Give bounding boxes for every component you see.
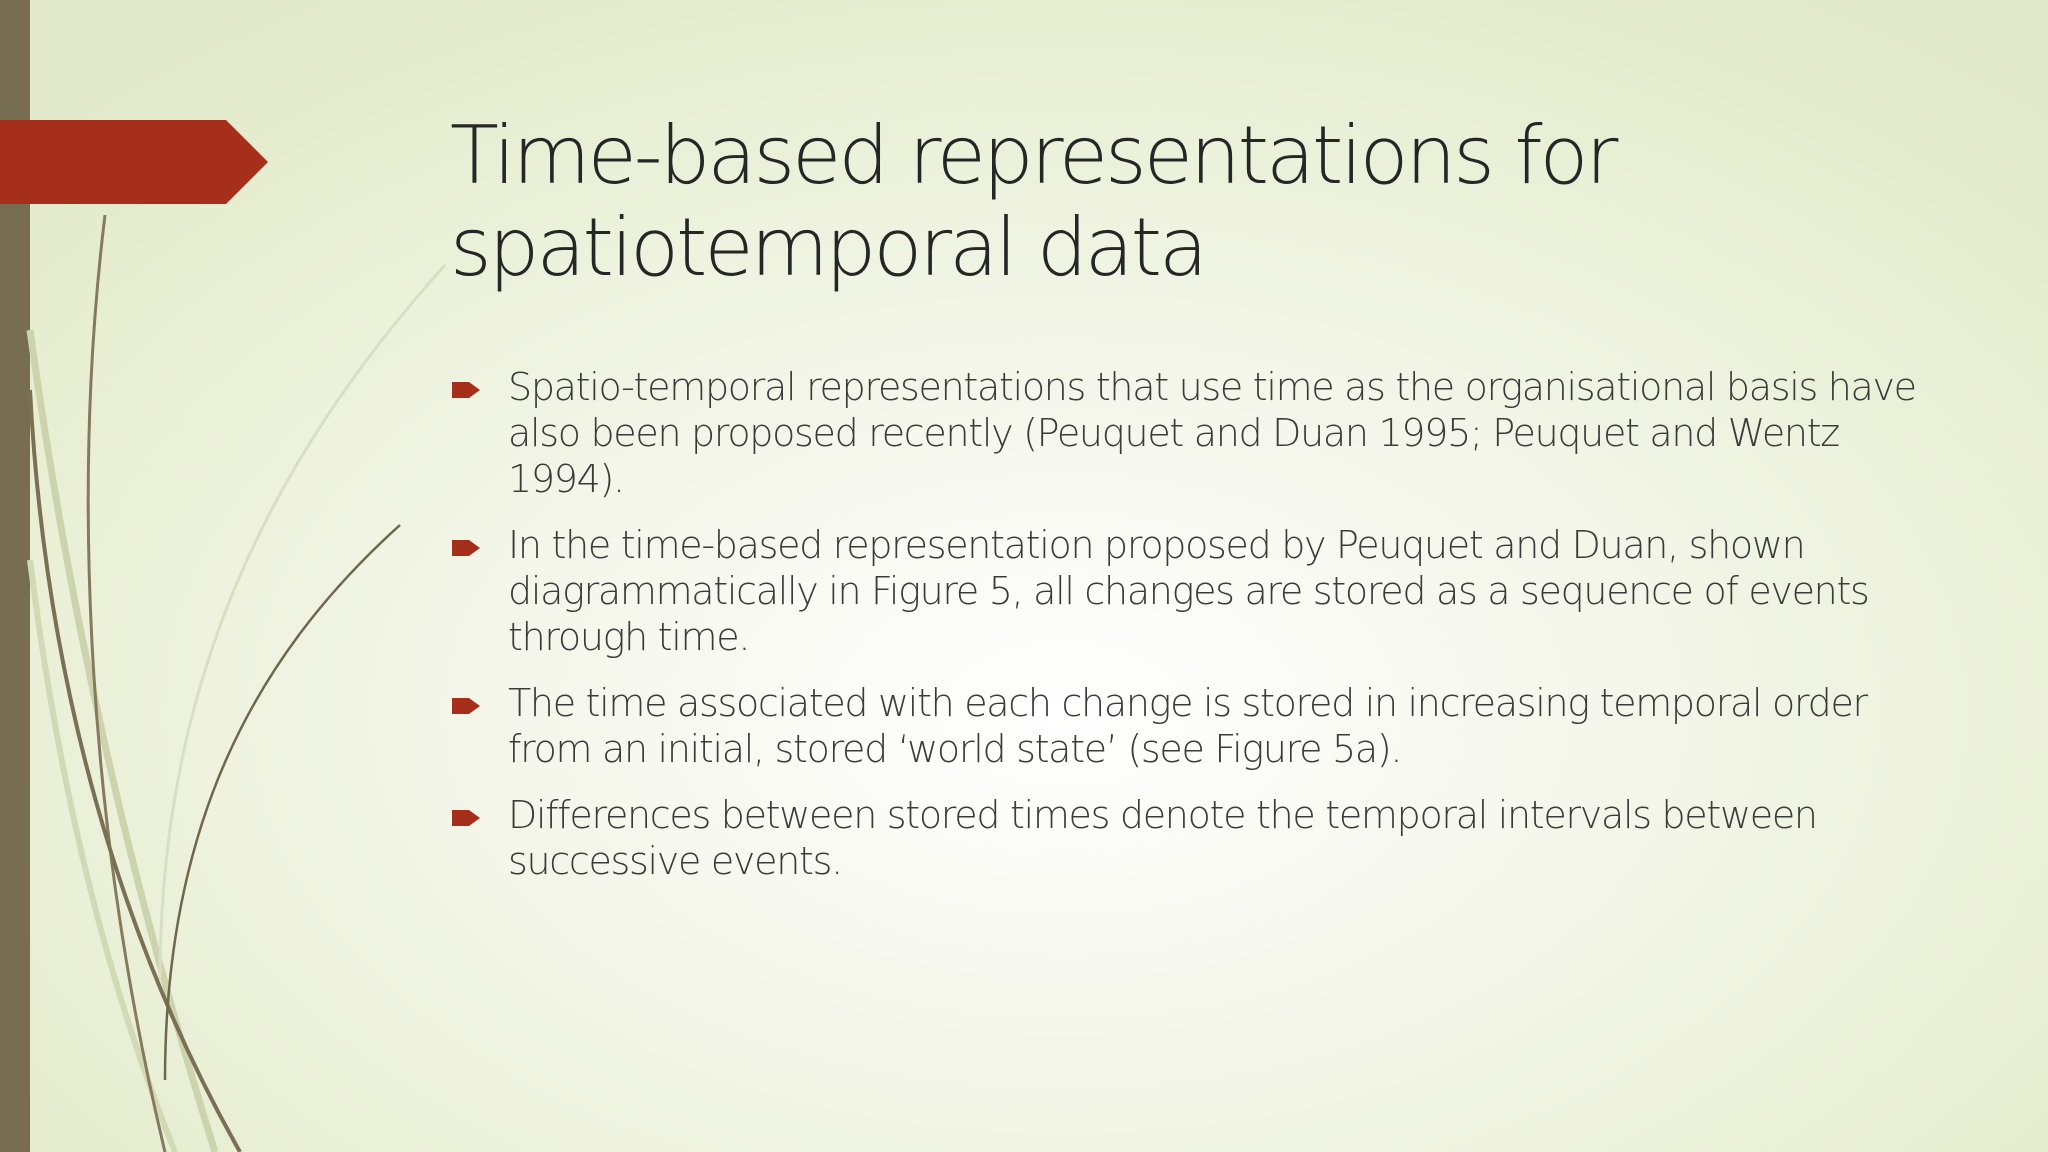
bullet-item-1 <box>450 364 1950 502</box>
slide-title-line-1: Time-based representations for <box>450 109 1616 202</box>
arrow-bullet-icon <box>452 538 482 558</box>
bullet-item-2 <box>450 522 1950 660</box>
bullet-text: Spatio-temporal representations that use time as the organisational basis have also been proposed recently (Peuquet and Duan 1995; Peuquet and Wentz 1994). <box>508 365 1916 501</box>
arrow-bullet-icon <box>452 696 482 716</box>
bullet-text: Differences between stored times denote the temporal intervals between successive events. <box>508 793 1817 883</box>
slide-title-line-2: spatiotemporal data <box>450 201 1206 294</box>
decor-curve-light-3 <box>160 265 445 980</box>
bullet-item-3 <box>450 680 1950 772</box>
title-arrow-icon <box>0 120 268 204</box>
arrow-bullet-icon <box>452 808 482 828</box>
bullet-item-4 <box>450 792 1950 884</box>
decor-curve-dark-3 <box>165 525 400 1080</box>
decor-curve-light-2 <box>30 560 175 1152</box>
bullet-text: The time associated with each change is stored in increasing temporal order from an initial, stored ‘world state’ (see Figure 5a). <box>508 681 1867 771</box>
bullet-text: In the time-based representation proposed by Peuquet and Duan, shown diagrammatically in Figure 5, all changes are stored as a sequence of events through time. <box>508 523 1869 659</box>
arrow-bullet-icon <box>452 380 482 400</box>
bullet-list <box>450 364 1950 904</box>
slide-title <box>450 110 1950 294</box>
